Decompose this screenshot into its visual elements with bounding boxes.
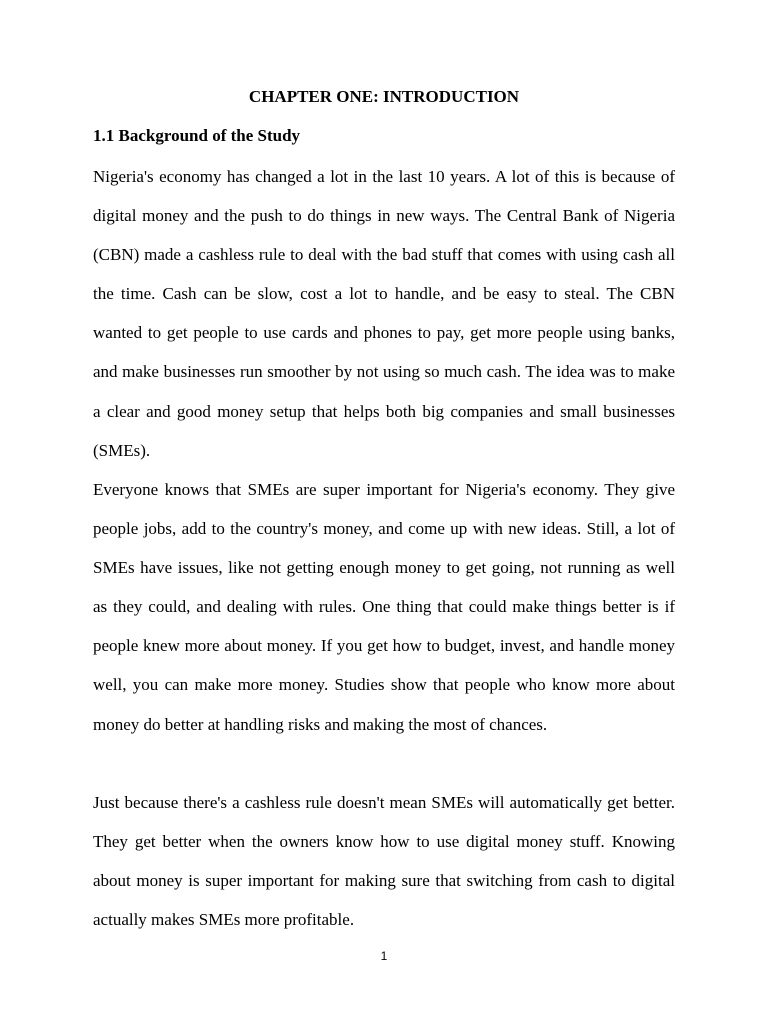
section-heading: 1.1 Background of the Study	[93, 126, 301, 145]
body-paragraph-3: Just because there's a cashless rule doesn't mean SMEs will automatically get better. They get better when the owners know how to use digital money stuff. Knowing about money is super important for making sure that switching from cash to digital actually makes SMEs more profitable.	[93, 793, 675, 930]
body-paragraph-2: Everyone knows that SMEs are super important for Nigeria's economy. They give people jobs, add to the country's money, and come up with new ideas. Still, a lot of SMEs have issues, like not getting enough money to get going, not running as well as they could, and dealing with rules. One thing that could make things better is if people knew more about money. If you get how to budget, invest, and handle money well, you can make more money. Studies show that people who know more about money do better at handling risks and making the most of chances.	[93, 480, 675, 734]
chapter-title: CHAPTER ONE: INTRODUCTION	[248, 87, 520, 106]
page-number: 1	[380, 949, 388, 963]
body-paragraph-1: Nigeria's economy has changed a lot in the last 10 years. A lot of this is because of digital money and the push to do things in new ways. The Central Bank of Nigeria (CBN) made a cashless rule to deal with the bad stuff that comes with using cash all the time. Cash can be slow, cost a lot to handle, and be easy to steal. The CBN wanted to get people to use cards and phones to pay, get more people using banks, and make businesses run smoother by not using so much cash. The idea was to make a clear and good money setup that helps both big companies and small businesses (SMEs).	[93, 167, 675, 460]
